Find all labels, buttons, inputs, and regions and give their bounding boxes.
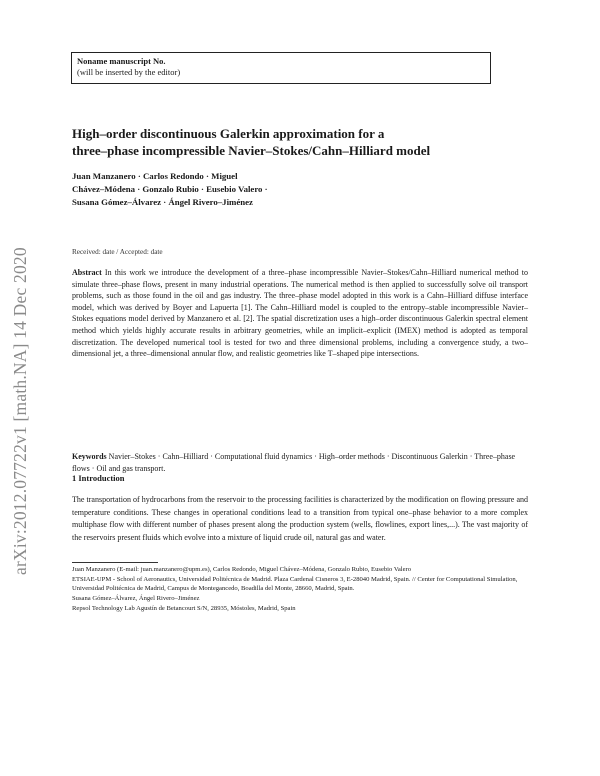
manuscript-number-note: (will be inserted by the editor) xyxy=(77,66,181,77)
abstract-label: Abstract xyxy=(72,268,102,277)
footnote-line: Repsol Technology Lab Agustín de Betancourt S/N, 28935, Móstoles, Madrid, Spain xyxy=(72,604,296,612)
manuscript-number-box xyxy=(71,52,491,84)
manuscript-number-title: Noname manuscript No. xyxy=(77,56,166,66)
keywords xyxy=(72,451,528,474)
footnote-rule xyxy=(72,562,158,563)
footnote-line: Juan Manzanero (E-mail: juan.manzanero@upm.es), Carlos Redondo, Miguel Chávez–Módena, Gonzalo Rubio, Eusebio Valero xyxy=(72,566,412,573)
paper-title-line: three–phase incompressible Navier–Stokes/Cahn–Hilliard model xyxy=(72,143,431,158)
section-heading-introduction: 1 Introduction xyxy=(72,473,125,483)
author-line: Susana Gómez–Álvarez · Ángel Rivero–Jiménez xyxy=(72,197,253,207)
paper-title xyxy=(72,125,512,159)
paper-title-line: High–order discontinuous Galerkin approximation for a xyxy=(72,126,385,141)
keywords-label: Keywords xyxy=(72,452,107,461)
abstract-text: In this work we introduce the development of a three–phase incompressible Navier–Stokes/Cahn–Hilliard numerical method to simulate three–phase flows, present in many industrial operations. The numerical method is then applied to successfully solve oil transport problems, such as those found in the oil and gas industry. The three–phase model adopted in this work is a Cahn–Hilliard diffuse interface model, which was derived by Boyer and Lapuerta [1]. The Cahn–Hilliard model is coupled to the entropy–stable incompressible Navier–Stokes equations model derived by Manzanero et al. [2]. The spatial discretization uses a high–order discontinuous Galerkin spectral element method which yields highly accurate results in arbitrary geometries, while an implicit–explicit (IMEX) method is adopted as temporal discretization. The developed numerical tool is tested for two and three dimensional problems, including a convergence study, a two–dimensional jet, a three–dimensional annular flow, and realistic geometries like T–shaped pipe intersections. xyxy=(72,268,528,359)
author-list xyxy=(72,170,342,209)
abstract xyxy=(72,267,528,360)
author-line: Chávez–Módena · Gonzalo Rubio · Eusebio Valero · xyxy=(72,184,268,194)
footnote-line: ETSIAE-UPM - School of Aeronautics, Universidad Politécnica de Madrid. Plaza Cardenal Cisneros 3, E-28040 Madrid, Spain. // Center for Computational Simulation, Universidad Politécnica de Madrid, Campus de Montegancedo, Boadilla del Monte, 28660, Madrid, Spain. xyxy=(72,575,518,593)
introduction-paragraph: The transportation of hydrocarbons from the reservoir to the processing facilities is characterized by the modification on flowing pressure and temperature conditions. These changes in operational conditions lead to a transition from typical one–phase behavior to a more complex multiphase flow with different number of phases present along the production system (wells, flowlines, export lines,...). The vast majority of the reservoirs present fluids which evolve into a mixture of liquid crude oil, natural gas and water. xyxy=(72,495,528,542)
author-line: Juan Manzanero · Carlos Redondo · Miguel xyxy=(72,171,238,181)
author-affiliations xyxy=(72,565,528,614)
keywords-text: Navier–Stokes · Cahn–Hilliard · Computational fluid dynamics · High–order methods · Discontinuous Galerkin · Three–phase flows · Oil and gas transport. xyxy=(72,452,516,473)
received-accepted-date: Received: date / Accepted: date xyxy=(72,248,163,256)
arxiv-identifier-stamp: arXiv:2012.07722v1 [math.NA] 14 Dec 2020 xyxy=(10,247,30,575)
footnote-line: Susana Gómez–Álvarez, Ángel Rivero–Jiménez xyxy=(72,595,200,603)
